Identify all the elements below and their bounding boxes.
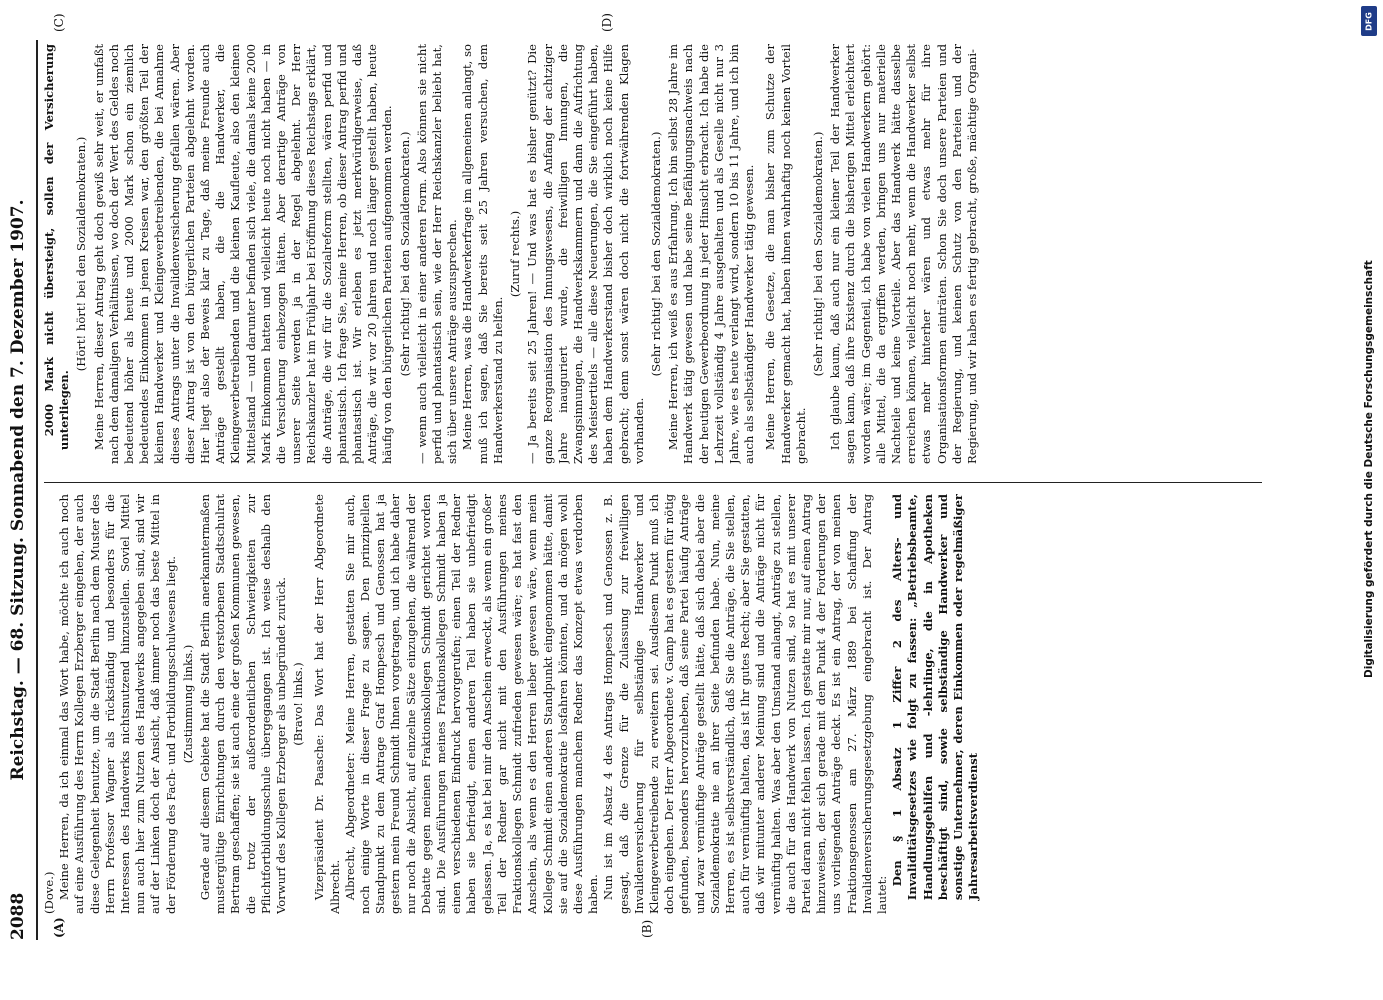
margin-marker-c: (C) [52, 13, 66, 32]
column-divider [44, 482, 1262, 483]
dfg-logo-text: DFG [1364, 12, 1374, 31]
dfg-logo [1361, 6, 1377, 36]
paragraph: (Bravo! links.) [291, 662, 306, 746]
right-text-column [42, 44, 1262, 464]
page-number: 2088 [8, 892, 28, 940]
paragraph: Albrecht, Abgeordneter: Meine Herren, gestatten Sie mir auch, noch einige Worte in dieser Frage zu sagen. Den prinzipiellen Standpunkt zu dem Antrage Graf Hompesch und Genossen hat ja gestern mein Freund Schmidt Ihnen vorgetragen, und ich habe daher nur noch die Absicht, auf einzelne Sätze einzugehen, die während der Debatte gegen meinen Fraktionskollegen Schmidt gerichtet worden sind. Die Ausführungen meines Fraktionskollegen Schmidt haben ja einen verschiedenen Eindruck hervorgerufen; einen Teil der Redner haben sie befriedigt, einen anderen Teil haben sie unbefriedigt gelassen. Ja, es hat bei mir den Anschein erweckt, als wenn ein großer Teil der Redner gar nicht mit den Ausführungen meines Fraktionskollegen Schmidt zufrieden gewesen wäre; es hat fast den Anschein, als wenn es den Herren lieber gewesen wäre, wenn mein Kollege Schmidt einen anderen Standpunkt eingenommen hätte, damit sie auf die Sozialdemokratie losfahren könnten, und da mögen wohl diese Ausführungen manchem Redner das Konzept etwas verdorben haben. [342, 494, 601, 914]
header-rule [36, 40, 38, 940]
paragraph: Vizepräsident Dr. Paasche: Das Wort hat der Herr Abgeordnete Albrecht. [312, 494, 342, 914]
paragraph: Ich glaube kaum, daß auch nur ein kleiner Teil der Handwerker sagen kann, daß ihre Existenz durch die bisherigen Mittel erleichtert worden wäre; im Gegenteil, ich habe von vielen Handwerkern gehört: alle Mittel, die da ergriffen werden, bringen uns nur materielle Nachteile und keine Vorteile. Aber das Handwerk hätte dasselbe erreichen können, vielleicht noch mehr, wenn die Handwerker selbst etwas mehr hinterher wären und etwas mehr für ihre Organisationsformen einträten. Schon Sie doch unsere Parteien und der Regierung, und keinen Schutz von den Parteien und der Regierung, und wir haben es fertig gebracht, große, mächtige Organi- [828, 44, 979, 464]
paragraph: — wenn auch vielleicht in einer anderen Form. Also können sie nicht perfid und phantastisch sein, wie der Herr Reichskanzler beliebt hat, sich über unsere Anträge auszusprechen. [414, 44, 460, 464]
paragraph: Meine Herren, die Gesetze, die man bisher zum Schutze der Handwerker gemacht hat, haben ihnen wahrhaftig noch keinen Vorteil gebracht. [763, 44, 808, 464]
paragraph: (Sehr richtig! bei den Sozialdemokraten.) [648, 131, 663, 377]
paragraph: (Zustimmung links.) [180, 644, 195, 764]
credit-text: Digitalisierung gefördert durch die Deutsche Forschungsgemeinschaft [1363, 260, 1375, 678]
paragraph: Meine Herren, da ich einmal das Wort habe, möchte ich auch noch auf eine Ausführung des Herrn Kollegen Erzberger eingehen, der auch diese Gelegenheit benutzte, um die Stadt Berlin nach dem Muster des Herrn Professor Wagner als rückständig und besonders für die Interessen des Handwerks nichtsnutzend hinzustellen. Soviel Mittel nun auch hier zum Nutzen des Handwerks angegeben sind, sind wir auf der Linken doch der Ansicht, daß immer noch das beste Mittel in der Förderung des Fach- und Fortbildungsschulwesens liegt. [57, 494, 178, 914]
paragraph: (Hört! hört! bei den Sozialdemokraten.) [74, 136, 89, 372]
paragraph: 2000 Mark nicht übersteigt, sollen der Versicherung unterliegen. [42, 44, 72, 451]
paragraph: — Ja bereits seit 25 Jahren! — Und was hat es bisher genützt? Die ganze Reorganisation des Innungswesens, die Anfang der achtziger Jahre inauguriert wurde, die freiwilligen Innungen, die Zwangsinnungen, die Handwerkskammern und dann die Aufrichtung des Meistertitels — alle diese Neuerungen, die Sie eingeführt haben, haben dem Handwerkerstand bisher doch wirklich noch keine Hilfe gebracht; denn sonst wären doch nicht die fortwährenden Klagen vorhanden. [525, 44, 646, 464]
paragraph: Meine Herren, was die Handwerkerfrage im allgemeinen anlangt, so muß ich sagen, daß Sie bereits seit 25 Jahren versuchen, dem Handwerkerstand zu helfen. [460, 44, 505, 464]
paragraph: Den § 1 Absatz 1 Ziffer 2 des Alters- und Invaliditätsgesetzes wie folgt zu fassen: „Betriebsbeamte, Handlungsgehilfen und -lehrlinge, die in Apotheken beschäftigt sind, sowie selbständige Handwerker und sonstige Unternehmer, deren Einkommen oder regelmäßiger Jahresarbeitsverdienst [890, 494, 981, 901]
paragraph: Meine Herren, ich weiß es aus Erfahrung. Ich bin selbst 28 Jahre im Handwerk tätig gewesen und habe seine Befähigungsnachweis nach der heutigen Gewerbeordnung in jeder Hinsicht erbracht. Ich habe die Lehrzeit vollständig 4 Jahre ausgehalten und als Geselle nicht nur 3 Jahre, wie es heute verlangt wird, sondern 10 bis 11 Jahre, und ich bin auch als selbständiger Handwerker tätig gewesen. [666, 44, 757, 464]
digitization-credit [1356, 6, 1378, 996]
paragraph: (Zuruf rechts.) [508, 210, 523, 298]
paragraph: (Sehr richtig! bei den Sozialdemokraten.) [397, 131, 412, 377]
margin-marker-d: (D) [600, 13, 614, 32]
running-title: Reichstag. — 68. Sitzung. Sonnabend den 7. Dezember 1907. [8, 199, 28, 781]
paragraph: Meine Herren, dieser Antrag geht doch gewiß sehr weit, er umfaßt nach dem damaligen Verhältnissen, wo doch der Wert des Geldes noch bedeutend höher als heute und 2000 Mark schon ein ziemlich bedeutendes Einkommen in jenen Kreisen war, den größten Teil der kleinen Handwerker und Kleingewerbetreibenden, die bei Annahme dieses Antrags unter die Invalidenversicherung gefallen wären. Aber dieser Antrag ist von den bürgerlichen Parteien abgelehnt worden. Hier liegt also der Beweis klar zu Tage, daß meine Freunde auch Anträge gestellt haben, die die Handwerker, die Kleingewerbetreibenden und die kleinen Kaufleute, also den kleinen Mittelstand — und darunter befinden sich viele, die damals keine 2000 Mark Einkommen hatten und vielleicht heute noch nicht haben — in die Versicherung einbezogen hätten. Aber derartige Anträge von unserer Seite werden ja in der Regel abgelehnt. Der Herr Reichskanzler hat im Frühjahr bei Eröffnung dieses Reichstags erklärt, die Anträge, die wir für die Sozialreform stellten, wären perfid und phantastisch. Ich frage Sie, meine Herren, ob dieser Antrag perfid und phantastisch ist. Wir erleben es jetzt merkwürdigerweise, daß Anträge, die wir vor 20 Jahren und noch länger gestellt haben, heute häufig von den bürgerlichen Parteien aufgenommen werden. [91, 44, 395, 464]
page-header [8, 40, 34, 940]
paragraph: (Dove.) [42, 871, 56, 914]
paragraph: (Sehr richtig! bei den Sozialdemokraten.) [810, 131, 825, 377]
left-text-column [42, 494, 1262, 914]
paragraph: Gerade auf diesem Gebiete hat die Stadt Berlin anerkanntermaßen mustergültige Einrichtungen durch den verstorbenen Stadtschulrat Bertram geschaffen; sie ist auch eine der großen Kommunen gewesen, die trotz der außerordentlichen Schwierigkeiten zur Pflichtfortbildungsschule übergegangen ist. Ich weise deshalb den Vorwurf des Kollegen Erzberger als unbegründet zurück. [198, 494, 289, 914]
paragraph: Nun ist im Absatz 4 des Antrags Hompesch und Genossen z. B. gesagt, daß die Grenze für die Zulassung zur freiwilligen Invalidenversicherung für selbständige Handwerker und Kleingewerbetreibende zu erweitern sei. Ausdiesem Punkt muß ich doch eingehen. Der Herr Abgeordnete v. Gamp hat es gestern für nötig gefunden, besonders hervorzuheben, daß seine Partei häufig Anträge und zwar vernünftige Anträge gestellt hätte, daß sich dabei aber die Sozialdemokratie nie an ihrer Seite befunden habe. Nun, meine Herren, es ist selbstverständlich, daß Sie die Anträge, die Sie stellen, auch für vernünftig halten, das ist Ihr gutes Recht; aber Sie gestatten, daß wir mitunter anderer Meinung sind und die Anträge nicht für vernünftig halten. Was aber den Umstand anlangt, Anträge zu stellen, die auch für das Handwerk von Nutzen sind, so hat es mit unserer Partei daran nicht fehlen lassen. Ich gestatte mir nur, auf einen Antrag hinzuweisen, der sich gerade mit dem Punkt 4 der Forderungen der uns vorliegenden Anträge deckt. Es ist ein Antrag, der von meinen Fraktionsgenossen am 27. März 1889 bei Schaffung der Invalidenversicherungsgesetzgebung eingebracht ist. Der Antrag lautet: [601, 494, 889, 914]
margin-marker-a: (A) [52, 917, 66, 938]
margin-marker-b: (B) [640, 919, 654, 938]
